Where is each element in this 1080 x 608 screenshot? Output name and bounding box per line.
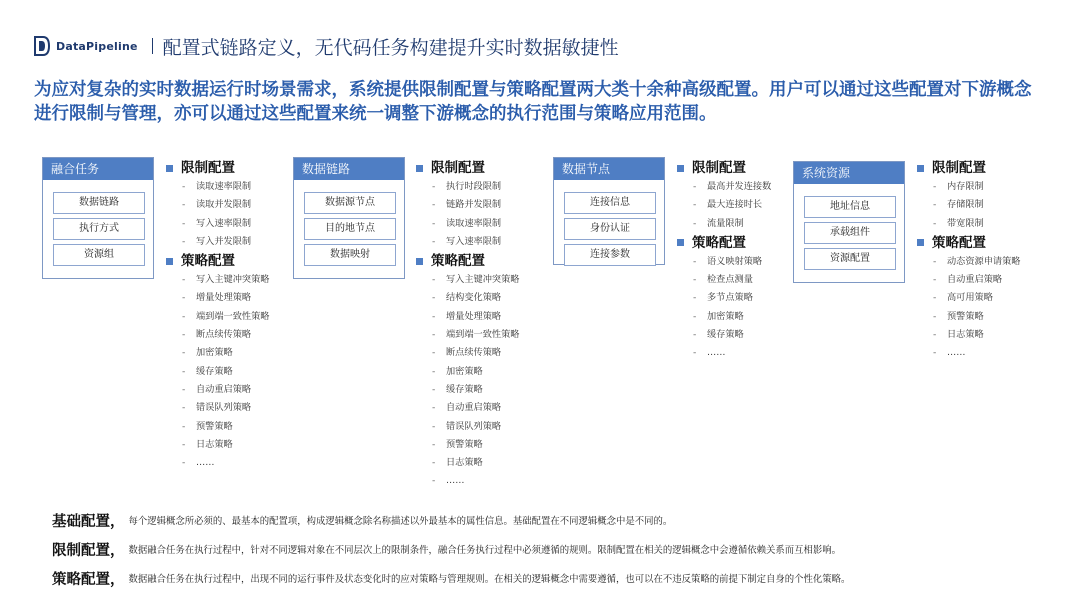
config-item: - 写入并发限制 [182, 235, 252, 247]
config-item: - 增量处理策略 [182, 292, 252, 304]
config-item: - 错误队列策略 [432, 420, 502, 432]
config-item: - 写入主键冲突策略 [432, 274, 520, 286]
config-item: - 动态资源申请策略 [933, 255, 1021, 267]
entity-title: 系统资源 [794, 162, 904, 184]
page-title: 配置式链路定义，无代码任务构建提升实时数据敏捷性 [162, 36, 619, 59]
config-item: - 高可用策略 [933, 292, 993, 304]
definition-term: 基础配置， [52, 513, 125, 530]
section-heading: 限制配置 [416, 158, 536, 178]
entity-item: 数据映射 [304, 244, 396, 266]
config-item: - 端到端一致性策略 [432, 329, 520, 341]
config-item: - 读取速率限制 [432, 217, 502, 229]
entity-item: 连接参数 [564, 244, 656, 266]
config-item: - 断点续传策略 [432, 347, 502, 359]
config-item: - 流量限制 [693, 217, 744, 229]
entity-item: 数据源节点 [304, 192, 396, 214]
square-bullet-icon [166, 258, 173, 265]
config-item: - …… [693, 347, 726, 359]
config-list-fusion-task [166, 158, 286, 472]
section-heading: 限制配置 [677, 158, 797, 178]
entity-box-data-pipeline [293, 157, 405, 279]
logo-icon [34, 36, 50, 56]
config-item: - 链路并发限制 [432, 199, 502, 211]
square-bullet-icon [416, 258, 423, 265]
definition-row [52, 507, 1052, 533]
config-item: - 日志策略 [933, 329, 984, 341]
config-item: - 语义映射策略 [693, 255, 763, 267]
config-item: - …… [432, 475, 465, 487]
config-item: - 错误队列策略 [182, 402, 252, 414]
entity-box-system-resource [793, 161, 905, 283]
definition-row [52, 536, 1052, 562]
config-item: - 加密策略 [432, 365, 483, 377]
config-item: - …… [933, 347, 966, 359]
config-item: - 日志策略 [432, 457, 483, 469]
definition-row [52, 565, 1052, 591]
square-bullet-icon [416, 165, 423, 172]
config-item: - 日志策略 [182, 438, 233, 450]
config-item: - 缓存策略 [693, 329, 744, 341]
section-heading: 策略配置 [677, 233, 797, 253]
config-item: - 写入速率限制 [182, 217, 252, 229]
definitions [52, 507, 1052, 594]
header-divider [152, 38, 153, 54]
config-item: - 最高并发连接数 [693, 181, 772, 192]
square-bullet-icon [677, 165, 684, 172]
config-item: - 断点续传策略 [182, 329, 252, 341]
entity-title: 数据链路 [294, 158, 404, 180]
logo-text: DataPipeline [56, 39, 138, 53]
entity-box-fusion-task [42, 157, 154, 279]
config-list-system-resource [917, 158, 1037, 363]
square-bullet-icon [917, 165, 924, 172]
definition-term: 策略配置， [52, 571, 125, 588]
entity-item: 资源组 [53, 244, 145, 266]
config-list-data-pipeline [416, 158, 536, 491]
config-item: - 检查点测量 [693, 274, 753, 286]
section-heading: 策略配置 [166, 251, 286, 271]
square-bullet-icon [917, 239, 924, 246]
config-item: - 自动重启策略 [182, 383, 252, 395]
config-item: - 预警策略 [933, 310, 984, 322]
config-item: - 端到端一致性策略 [182, 310, 270, 322]
entity-item: 目的地节点 [304, 218, 396, 240]
config-item: - 多节点策略 [693, 292, 753, 304]
entity-title: 数据节点 [554, 158, 664, 180]
config-item: - 预警策略 [182, 420, 233, 432]
entity-item: 连接信息 [564, 192, 656, 214]
config-item: - 读取速率限制 [182, 181, 252, 192]
config-item: - …… [182, 457, 215, 469]
config-item: - 写入速率限制 [432, 235, 502, 247]
definition-desc: 数据融合任务在执行过程中，出现不同的运行事件及状态变化时的应对策略与管理规则。在相关的逻辑概念中需要遵循，也可以在不违反策略的前提下制定自身的个性化策略。 [128, 574, 851, 585]
config-item: - 加密策略 [693, 310, 744, 322]
entity-item: 数据链路 [53, 192, 145, 214]
definition-desc: 数据融合任务在执行过程中，针对不同逻辑对象在不同层次上的限制条件，融合任务执行过程中必须遵循的规则。限制配置在相关的逻辑概念中会遵循依赖关系而互相影响。 [128, 545, 842, 556]
section-heading: 策略配置 [917, 233, 1037, 253]
definition-term: 限制配置， [52, 542, 125, 559]
entity-item: 身份认证 [564, 218, 656, 240]
intro-text: 为应对复杂的实时数据运行时场景需求，系统提供限制配置与策略配置两大类十余种高级配置。用户可以通过这些配置对下游概念进行限制与管理，亦可以通过这些配置来统一调整下游概念的执行范围与策略应用范围。 [34, 80, 1032, 124]
section-heading: 策略配置 [416, 251, 536, 271]
entity-item: 执行方式 [53, 218, 145, 240]
config-item: - 自动重启策略 [432, 402, 502, 414]
config-item: - 缓存策略 [182, 365, 233, 377]
section-heading: 限制配置 [917, 158, 1037, 178]
entity-box-data-node [553, 157, 665, 265]
config-item: - 增量处理策略 [432, 310, 502, 322]
config-item: - 结构变化策略 [432, 292, 502, 304]
entity-title: 融合任务 [43, 158, 153, 180]
definition-desc: 每个逻辑概念所必须的、最基本的配置项，构成逻辑概念除名称描述以外最基本的属性信息。基础配置在不同逻辑概念中是不同的。 [128, 516, 673, 527]
config-list-data-node [677, 158, 797, 363]
square-bullet-icon [677, 239, 684, 246]
config-item: - 加密策略 [182, 347, 233, 359]
config-item: - 写入主键冲突策略 [182, 274, 270, 286]
header [34, 32, 619, 60]
entity-item: 资源配置 [804, 248, 896, 270]
config-item: - 执行时段限制 [432, 181, 502, 192]
entity-item: 地址信息 [804, 196, 896, 218]
config-item: - 内存限制 [933, 181, 984, 192]
config-item: - 预警策略 [432, 438, 483, 450]
section-heading: 限制配置 [166, 158, 286, 178]
square-bullet-icon [166, 165, 173, 172]
config-item: - 带宽限制 [933, 217, 984, 229]
config-item: - 自动重启策略 [933, 274, 1003, 286]
config-item: - 读取并发限制 [182, 199, 252, 211]
config-item: - 存储限制 [933, 199, 984, 211]
config-item: - 缓存策略 [432, 383, 483, 395]
config-item: - 最大连接时长 [693, 199, 763, 211]
entity-item: 承载组件 [804, 222, 896, 244]
